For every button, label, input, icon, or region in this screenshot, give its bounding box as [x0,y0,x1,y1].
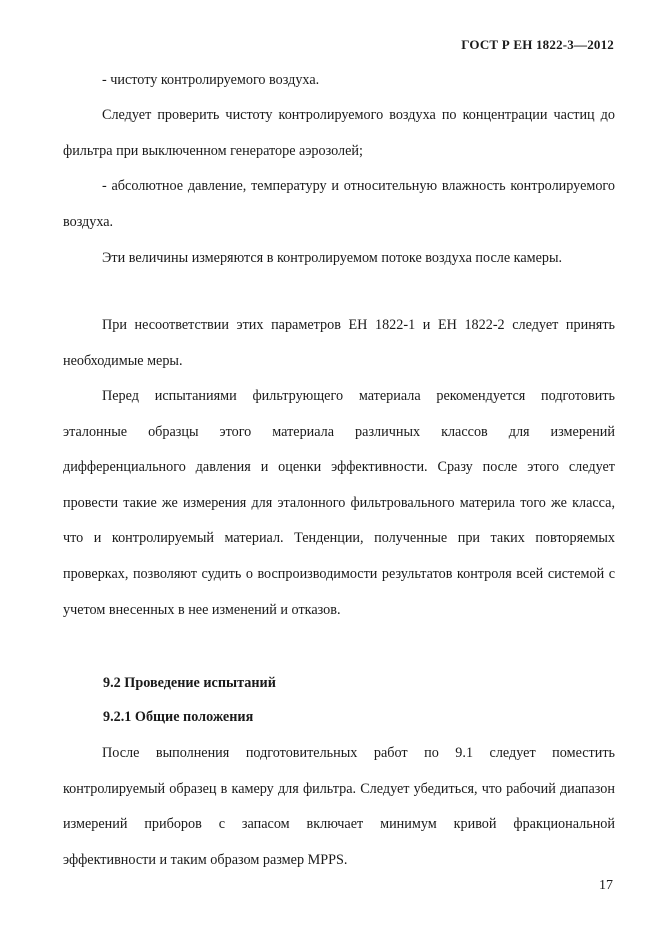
document-code-header: ГОСТ Р ЕН 1822-3—2012 [461,37,614,52]
paragraph-test-procedure: После выполнения подготовительных работ по 9.1 следует поместить контролируемый образец в камеру для фильтра. Следует убедиться, что рабочий диапазон измерений приборов с запасом включает минимум кривой фракциональной эффективности и таким образом размер MPPS. [63,745,615,868]
paragraph-pressure-item: - абсолютное давление, температуру и относительную влажность контролируемого воздуха. [63,178,615,230]
paragraph-air-purity-item: - чистоту контролируемого воздуха. [102,72,320,88]
page-number: 17 [599,878,613,893]
paragraph-reference-samples: Перед испытаниями фильтрующего материала рекомендуется подготовить эталонные образцы этого материала различных классов для измерений дифференциального давления и оценки эффективности. Сразу после этого следует провести такие же измерения для эталонного фильтровального материла того же класса, что и контролируемый материал. Тенденции, полученные при таких повторяемых проверках, позволяют судить о воспроизводимости результатов контроля всей системой с учетом внесенных в нее изменений и отказов. [63,388,615,618]
paragraph-mismatch-measures: При несоответствии этих параметров ЕН 1822-1 и ЕН 1822-2 следует принять необходимые меры. [63,317,615,369]
paragraph-check-purity: Следует проверить чистоту контролируемого воздуха по концентрации частиц до фильтра при выключенном генераторе аэрозолей; [63,107,615,159]
paragraph-measured-values: Эти величины измеряются в контролируемом потоке воздуха после камеры. [102,250,563,266]
section-heading-9-2: 9.2 Проведение испытаний [103,675,276,691]
section-heading-9-2-1: 9.2.1 Общие положения [103,709,254,725]
